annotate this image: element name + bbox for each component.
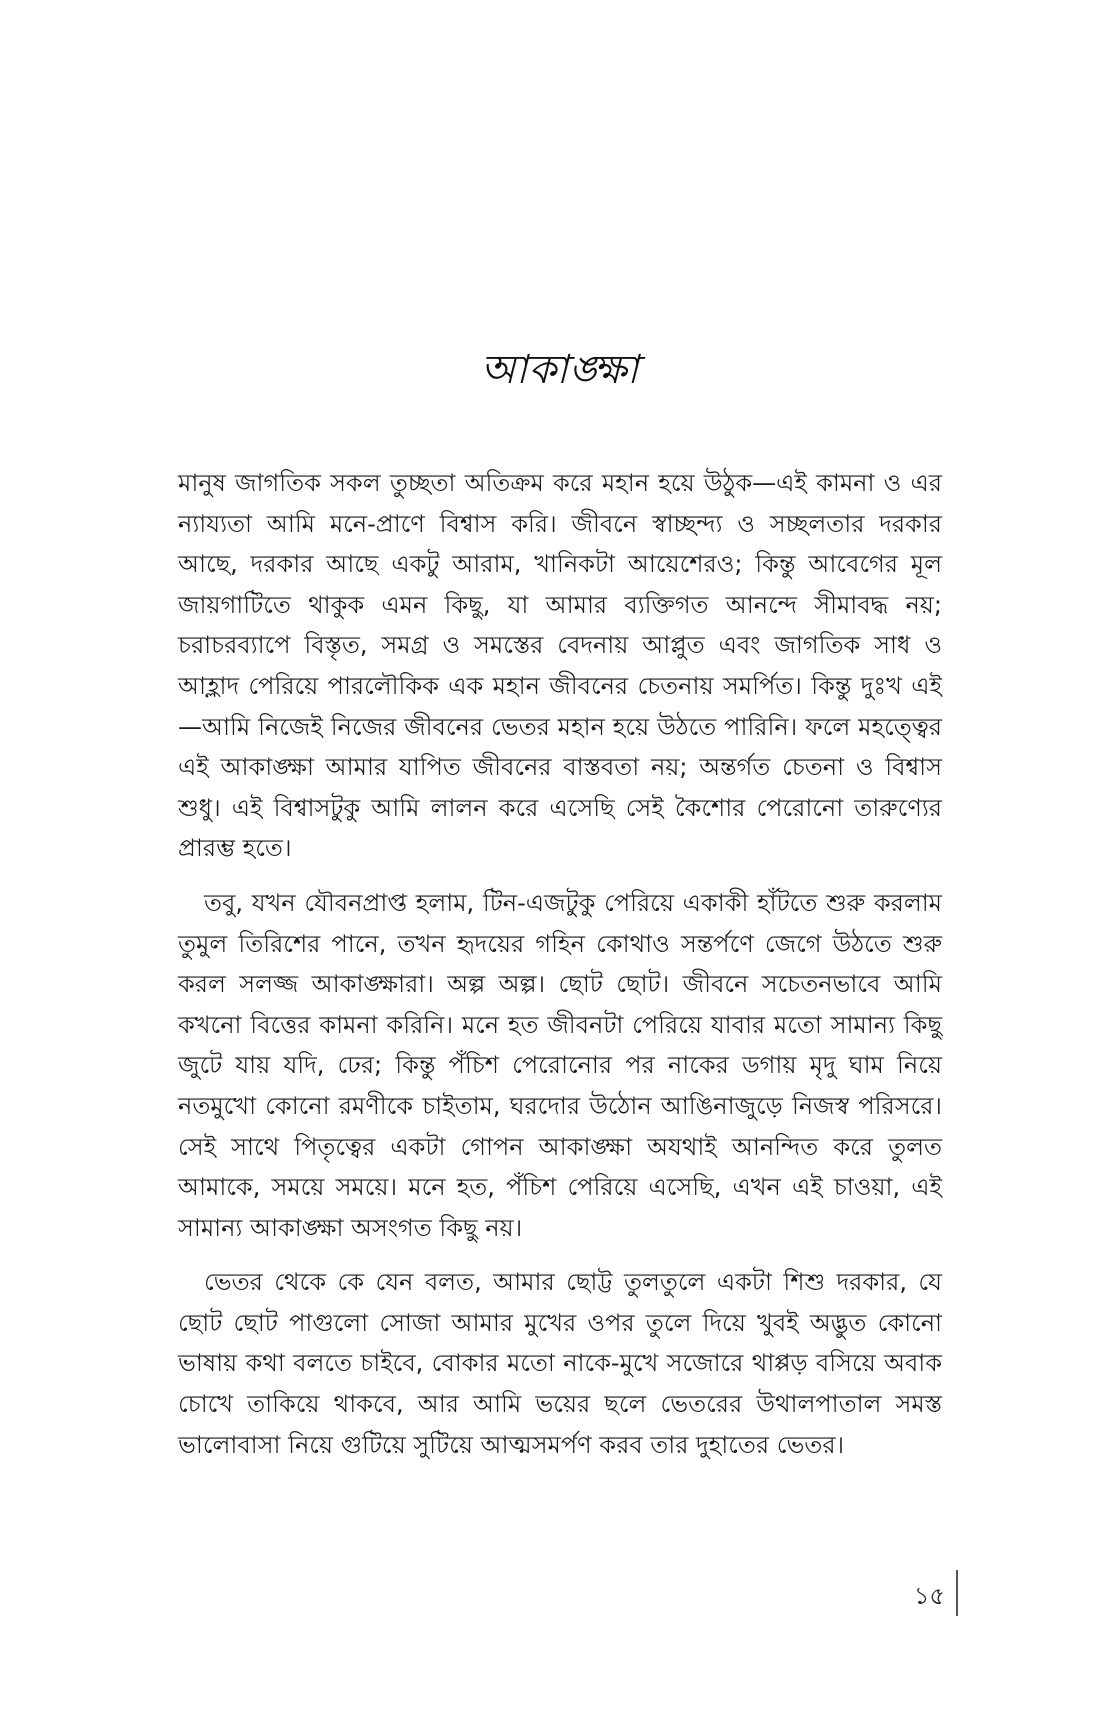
paragraph-2: তবু, যখন যৌবনপ্রাপ্ত হলাম, টিন-এজটুকু পেরিয়ে একাকী হাঁটতে শুরু করলাম তুমুল তিরিশের পানে, তখন হৃদয়ের গহিন কোথাও সন্তর্পণে জেগে উঠতে শুরু করল সলজ্জ আকাঙ্ক্ষারা। অল্প অল্প। ছোট ছোট। জীবনে সচেতনভাবে আমি কখনো বিত্তের কামনা করিনি। মনে হত জীবনটা পেরিয়ে যাবার মতো সামান্য কিছু জুটে যায় যদি, ঢের; কিন্তু পঁচিশ পেরোনোর পর নাকের ডগায় মৃদু ঘাম নিয়ে নতমুখো কোনো রমণীকে চাইতাম, ঘরদোর উঠোন আঙিনাজুড়ে নিজস্ব পরিসরে। সেই সাথে পিতৃত্বের একটা গোপন আকাঙ্ক্ষা অযথাই আনন্দিত করে তুলত আমাকে, সময়ে সময়ে। মনে হত, পঁচিশ পেরিয়ে এসেছি, এখন এই চাওয়া, এই সামান্য আকাঙ্ক্ষা অসংগত কিছু নয়।: [178, 888, 942, 1242]
page-number: ১৫: [913, 1582, 945, 1610]
paragraph-3: ভেতর থেকে কে যেন বলত, আমার ছোট্ট তুলতুলে একটা শিশু দরকার, যে ছোট ছোট পাগুলো সোজা আমার মুখের ওপর তুলে দিয়ে খুবই অদ্ভুত কোনো ভাষায় কথা বলতে চাইবে, বোকার মতো নাকে-মুখে সজোরে থাপ্পড় বসিয়ে অবাক চোখে তাকিয়ে থাকবে, আর আমি ভয়ের ছলে ভেতরের উথালপাতাল সমস্ত ভালোবাসা নিয়ে গুটিয়ে সুটিয়ে আত্মসমর্পণ করব তার দুহাতের ভেতর।: [178, 1268, 942, 1459]
paragraph-1: মানুষ জাগতিক সকল তুচ্ছতা অতিক্রম করে মহান হয়ে উঠুক—এই কামনা ও এর ন্যায্যতা আমি মনে-প্রাণে বিশ্বাস করি। জীবনে স্বাচ্ছন্দ্য ও সচ্ছলতার দরকার আছে, দরকার আছে একটু আরাম, খানিকটা আয়েশেরও; কিন্তু আবেগের মূল জায়গাটিতে থাকুক এমন কিছু, যা আমার ব্যক্তিগত আনন্দে সীমাবদ্ধ নয়; চরাচরব্যাপে বিস্তৃত, সমগ্র ও সমস্তের বেদনায় আপ্লুত এবং জাগতিক সাধ ও আহ্লাদ পেরিয়ে পারলৌকিক এক মহান জীবনের চেতনায় সমর্পিত। কিন্তু দুঃখ এই—আমি নিজেই নিজের জীবনের ভেতর মহান হয়ে উঠতে পারিনি। ফলে মহত্ত্বের এই আকাঙ্ক্ষা আমার যাপিত জীবনের বাস্তবতা নয়; অন্তর্গত চেতনা ও বিশ্বাস শুধু। এই বিশ্বাসটুকু আমি লালন করে এসেছি সেই কৈশোর পেরোনো তারুণ্যের প্রারম্ভ হতে।: [178, 469, 942, 863]
chapter-title: আকাঙ্ক্ষা: [480, 347, 640, 393]
page-number-divider: [956, 1570, 958, 1616]
body-text: [178, 463, 942, 1465]
